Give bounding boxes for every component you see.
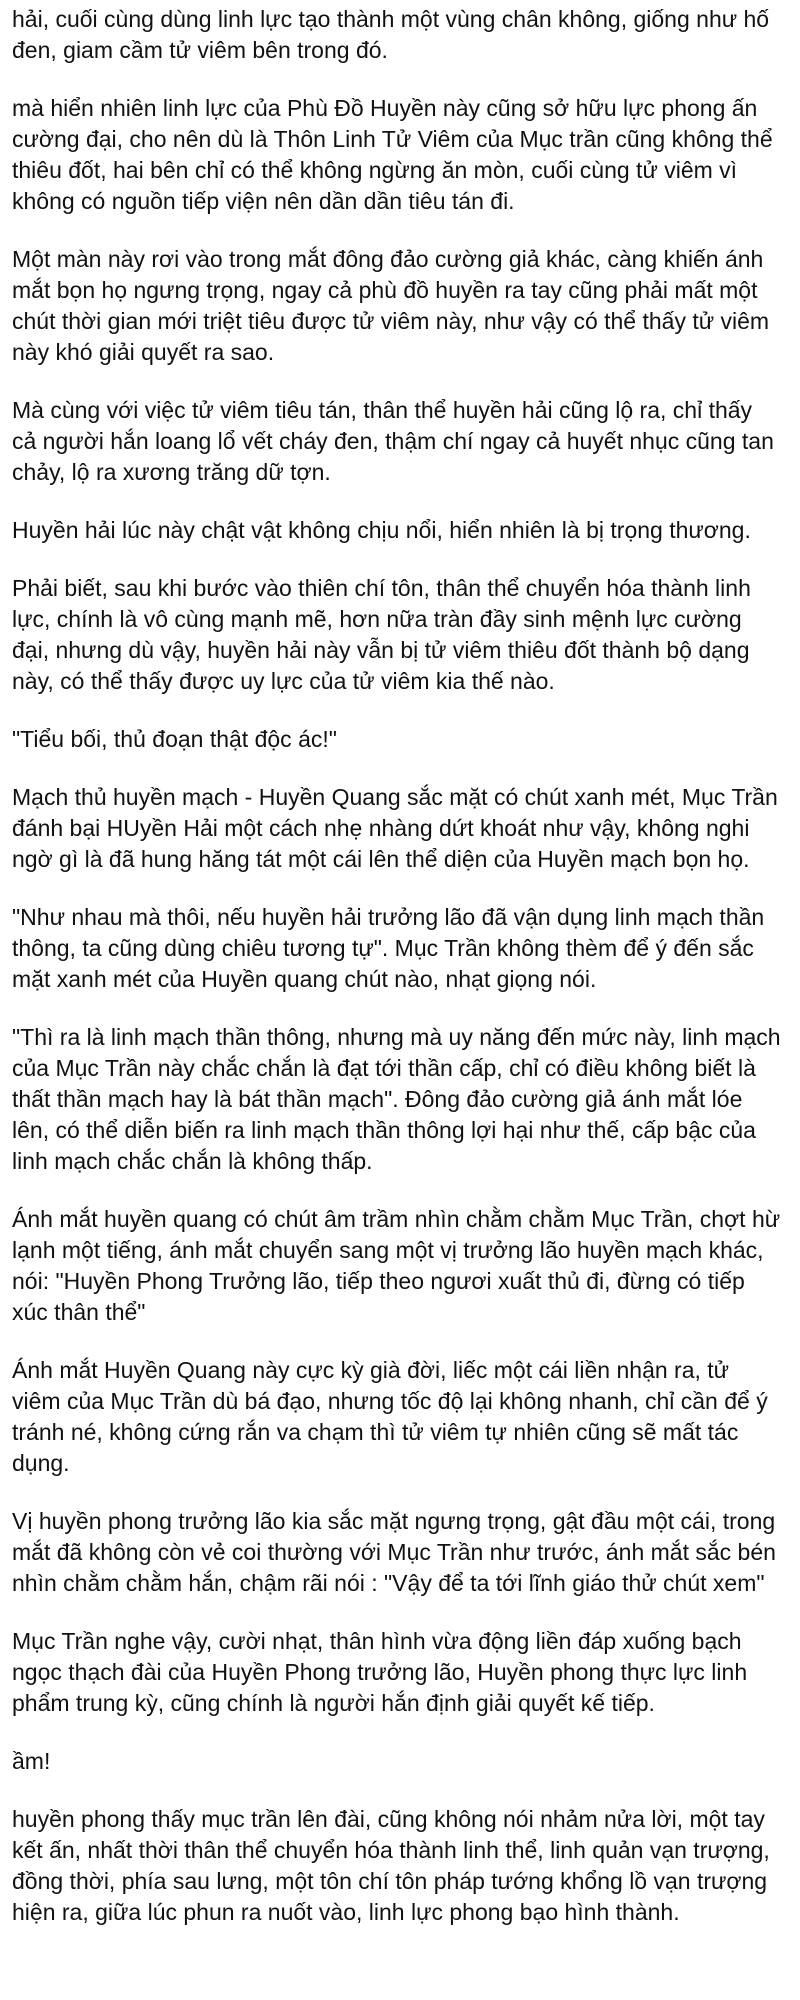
paragraph-9: "Như nhau mà thôi, nếu huyền hải trưởng lão đã vận dụng linh mạch thần thông, ta cũng dùng chiêu tương tự". Mục Trần không thèm để ý đến sắc mặt xanh mét của Huyền quang chút nào, nhạt giọng nói.: [12, 904, 765, 992]
paragraph-11: Ánh mắt huyền quang có chút âm trầm nhìn chằm chằm Mục Trần, chợt hừ lạnh một tiếng, ánh mắt chuyển sang một vị trưởng lão huyền mạch khác, nói: "Huyền Phong Trưởng lão, tiếp theo ngươi xuất thủ đi, đừng có tiếp xúc thân thể": [12, 1206, 781, 1325]
paragraph-1: hải, cuối cùng dùng linh lực tạo thành một vùng chân không, giống như hố đen, giam cầm tử viêm bên trong đó.: [12, 6, 770, 63]
paragraph-2: mà hiển nhiên linh lực của Phù Đồ Huyền này cũng sở hữu lực phong ấn cường đại, cho nên dù là Thôn Linh Tử Viêm của Mục trần cũng không thể thiêu đốt, hai bên chỉ có thể không ngừng ăn mòn, cuối cùng tử viêm vì không có nguồn tiếp viện nên dần dần tiêu tán đi.: [12, 95, 773, 214]
paragraph-14: Mục Trần nghe vậy, cười nhạt, thân hình vừa động liền đáp xuống bạch ngọc thạch đài của Huyền Phong trưởng lão, Huyền phong thực lực linh phẩm trung kỳ, cũng chính là người hắn định giải quyết kế tiếp.: [12, 1628, 748, 1716]
paragraph-4: Mà cùng với việc tử viêm tiêu tán, thân thể huyền hải cũng lộ ra, chỉ thấy cả người hắn loang lổ vết cháy đen, thậm chí ngay cả huyết nhục cũng tan chảy, lộ ra xương trăng dữ tợn.: [12, 397, 774, 485]
document-body: [12, 4, 782, 1928]
paragraph-10: "Thì ra là linh mạch thần thông, nhưng mà uy năng đến mức này, linh mạch của Mục Trần này chắc chắn là đạt tới thần cấp, chỉ có điều không biết là thất thần mạch hay là bát thần mạch". Đông đảo cường giả ánh mắt lóe lên, có thể diễn biến ra linh mạch thần thông lợi hại như thế, cấp bậc của linh mạch chắc chắn là không thấp.: [12, 1024, 781, 1174]
paragraph-16: huyền phong thấy mục trần lên đài, cũng không nói nhảm nửa lời, một tay kết ấn, nhất thời thân thể chuyển hóa thành linh thể, linh quản vạn trượng, đồng thời, phía sau lưng, một tôn chí tôn pháp tướng khổng lồ vạn trượng hiện ra, giữa lúc phun ra nuốt vào, linh lực phong bạo hình thành.: [12, 1806, 770, 1925]
paragraph-15: ầm!: [12, 1748, 51, 1774]
paragraph-5: Huyền hải lúc này chật vật không chịu nổi, hiển nhiên là bị trọng thương.: [12, 517, 751, 543]
paragraph-7: "Tiểu bối, thủ đoạn thật độc ác!": [12, 726, 337, 752]
paragraph-13: Vị huyền phong trưởng lão kia sắc mặt ngưng trọng, gật đầu một cái, trong mắt đã không còn vẻ coi thường với Mục Trần như trước, ánh mắt sắc bén nhìn chằm chằm hắn, chậm rãi nói : "Vậy để ta tới lĩnh giáo thử chút xem": [12, 1508, 776, 1596]
paragraph-6: Phải biết, sau khi bước vào thiên chí tôn, thân thể chuyển hóa thành linh lực, chính là vô cùng mạnh mẽ, hơn nữa tràn đầy sinh mệnh lực cường đại, nhưng dù vậy, huyền hải này vẫn bị tử viêm thiêu đốt thành bộ dạng này, có thể thấy được uy lực của tử viêm kia thế nào.: [12, 575, 751, 694]
paragraph-12: Ánh mắt Huyền Quang này cực kỳ già đời, liếc một cái liền nhận ra, tử viêm của Mục Trần dù bá đạo, nhưng tốc độ lại không nhanh, chỉ cần để ý tránh né, không cứng rắn va chạm thì tử viêm tự nhiên cũng sẽ mất tác dụng.: [12, 1357, 768, 1476]
paragraph-3: Một màn này rơi vào trong mắt đông đảo cường giả khác, càng khiến ánh mắt bọn họ ngưng trọng, ngay cả phù đồ huyền ra tay cũng phải mất một chút thời gian mới triệt tiêu được tử viêm này, như vậy có thể thấy tử viêm này khó giải quyết ra sao.: [12, 246, 770, 365]
paragraph-8: Mạch thủ huyền mạch - Huyền Quang sắc mặt có chút xanh mét, Mục Trần đánh bại HUyền Hải một cách nhẹ nhàng dứt khoát như vậy, không nghi ngờ gì là đã hung hăng tát một cái lên thể diện của Huyền mạch bọn họ.: [12, 784, 778, 872]
